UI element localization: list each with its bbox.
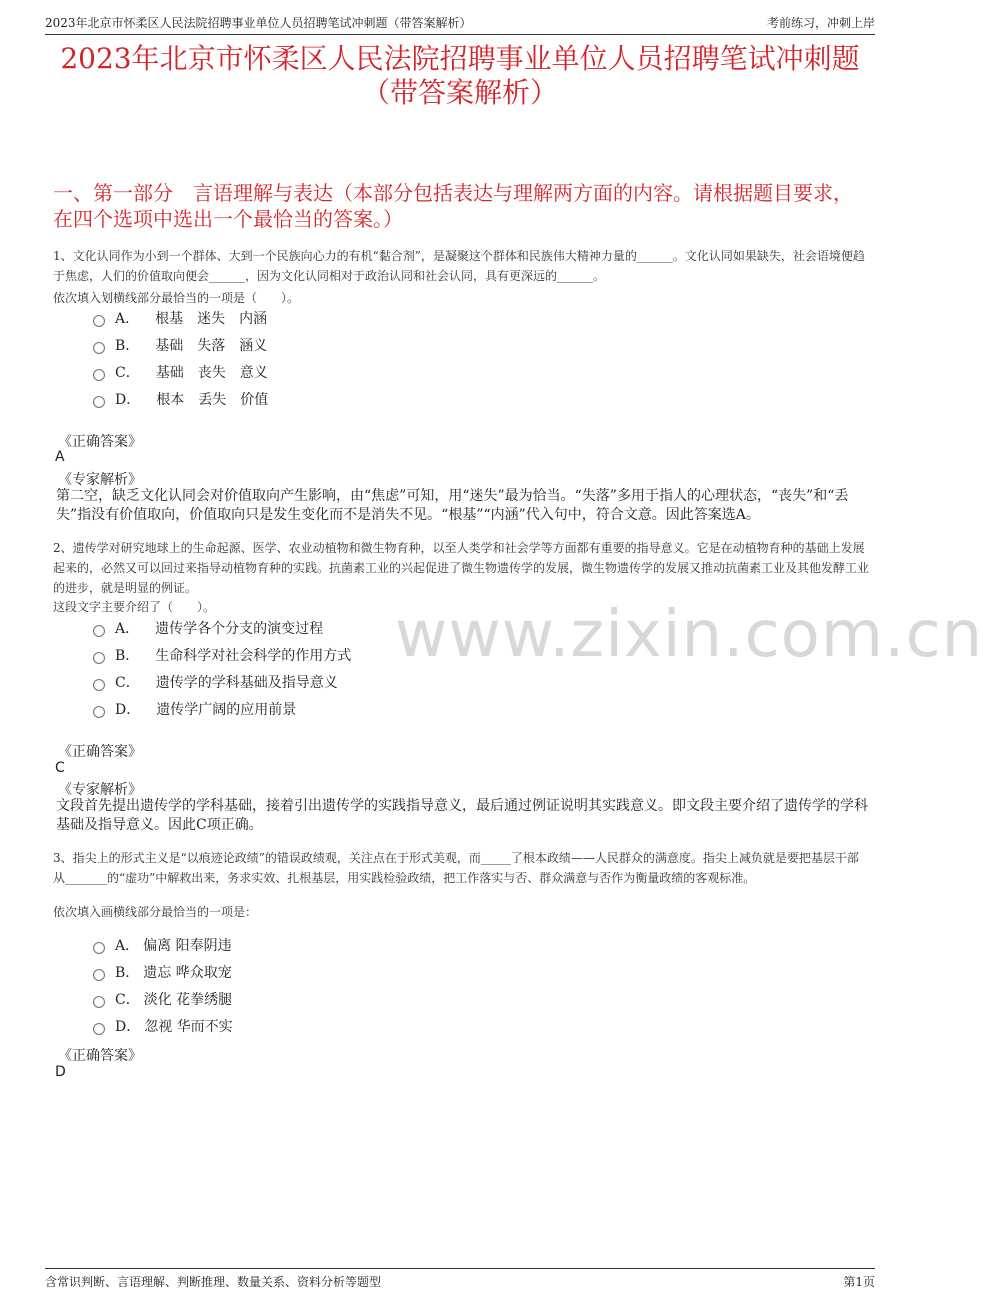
option-text: 基础 丧失 意义 [155,365,268,381]
radio-button[interactable] [93,706,105,718]
radio-button[interactable] [93,396,105,408]
question-3-option-c[interactable] [93,988,232,1010]
option-letter: B． [115,965,140,981]
answer-label: 《正确答案》 [58,1048,142,1064]
option-text: 淡化 花拳绣腿 [143,992,233,1008]
option-letter: D． [115,702,141,718]
question-3-option-a[interactable] [93,934,232,956]
option-text: 根基 迷失 内涵 [155,311,268,327]
option-letter: A． [115,311,140,327]
answer-label: 《正确答案》 [58,744,142,760]
radio-button[interactable] [93,679,105,691]
question-2-stem: 2、遗传学对研究地球上的生命起源、医学、农业动植物和微生物育种，以至人类学和社会学等方面都有重要的指导意义。它是在动植物育种的基础上发展起来的，必然又可以回过来指导动植物育种的实践。抗菌素工业的兴起促进了微生物遗传学的发展，微生物遗传学的发展又推动抗菌素工业及其他发酵工业的进步，就是明显的例证。 [53,541,870,595]
radio-button[interactable] [93,652,105,664]
header-doc-title: 2023年北京市怀柔区人民法院招聘事业单位人员招聘笔试冲刺题（带答案解析） [45,16,472,30]
option-text: 偏离 阳奉阴违 [143,938,232,954]
question-3-stem: 3、指尖上的形式主义是“以痕迹论政绩”的错误政绩观，关注点在于形式美观，而_____了根本政绩——人民群众的满意度。指尖上减负就是要把基层干部从_______的“虚功”中解救出来，务求实效、扎根基层，用实践检验政绩，把工作落实与否、群众满意与否作为衡量政绩的客观标准。 [53,851,859,885]
question-3-prompt: 依次填入画横线部分最恰当的一项是： [53,905,258,919]
explanation-text: 第二空，缺乏文化认同会对价值取向产生影响，由“焦虑”可知，用“迷失”最为恰当。“失落”多用于指人的心理状态，“丧失”和“丢失”指没有价值取向，价值取向只是发生变化而不是消失不见。“根基”“内涵”代入句中，符合文意。因此答案选A。 [56,488,849,523]
question-1-option-d[interactable] [93,388,268,410]
question-1-option-b[interactable] [93,334,267,356]
radio-button[interactable] [93,369,105,381]
question-1-prompt: 依次填入划横线部分最恰当的一项是（ ）。 [53,291,300,305]
explanation-label: 《专家解析》 [58,472,142,488]
radio-button[interactable] [93,342,105,354]
explanation-text: 文段首先提出遗传学的学科基础，接着引出遗传学的实践指导意义，最后通过例证说明其实践意义。即文段主要介绍了遗传学的学科基础及指导意义。因此C项正确。 [56,798,868,833]
radio-button[interactable] [93,315,105,327]
radio-button[interactable] [93,1023,105,1035]
option-letter: A． [115,938,140,954]
radio-button[interactable] [93,942,105,954]
question-2-option-d[interactable] [93,698,296,720]
answer-value: C [55,760,65,776]
page-header [45,12,875,35]
option-text: 忽视 华而不实 [144,1019,233,1035]
question-2-prompt: 这段文字主要介绍了（ ）。 [53,600,216,614]
question-3-option-b[interactable] [93,961,232,983]
option-text: 根本 丢失 价值 [156,392,269,408]
page-number: 第1页 [843,1275,875,1289]
option-text: 生命科学对社会科学的作用方式 [155,648,352,664]
footer-note: 含常识判断、言语理解、判断推理、数量关系、资料分析等题型 [45,1275,382,1289]
option-letter: B． [115,338,140,354]
question-2-option-a[interactable] [93,617,323,639]
answer-value: D [55,1064,66,1080]
page-footer [45,1268,875,1291]
question-3-option-d[interactable] [93,1015,233,1037]
header-slogan: 考前练习，冲刺上岸 [766,16,875,30]
question-1-option-c[interactable] [93,361,268,383]
option-letter: D． [115,392,141,408]
section-heading: 一、第一部分 言语理解与表达（本部分包括表达与理解两方面的内容。请根据题目要求，在四个选项中选出一个最恰当的答案。） [53,181,853,231]
option-letter: C． [115,365,140,381]
radio-button[interactable] [93,625,105,637]
document-title: 2023年北京市怀柔区人民法院招聘事业单位人员招聘笔试冲刺题（带答案解析） [60,42,860,109]
answer-value: A [55,449,65,465]
question-1-option-a[interactable] [93,307,267,329]
question-2-option-c[interactable] [93,671,338,693]
watermark: www.zixin.com.cn [395,598,983,672]
option-text: 基础 失落 涵义 [155,338,268,354]
answer-label: 《正确答案》 [58,434,142,450]
question-1-stem: 1、文化认同作为小到一个群体、大到一个民族向心力的有机“黏合剂”，是凝聚这个群体和民族伟大精神力量的______。文化认同如果缺失，社会语境便趋于焦虑，人们的价值取向便会______，因为文化认同相对于政治认同和社会认同，具有更深远的______。 [53,249,865,283]
option-letter: C． [115,992,140,1008]
option-text: 遗传学的学科基础及指导意义 [155,675,338,691]
option-letter: C． [115,675,140,691]
explanation-label: 《专家解析》 [58,782,142,798]
radio-button[interactable] [93,969,105,981]
option-text: 遗传学各个分支的演变过程 [155,621,324,637]
question-2-option-b[interactable] [93,644,351,666]
option-text: 遗忘 哗众取宠 [143,965,232,981]
radio-button[interactable] [93,996,105,1008]
option-text: 遗传学广阔的应用前景 [156,702,297,718]
option-letter: A． [115,621,140,637]
option-letter: D． [115,1019,141,1035]
option-letter: B． [115,648,140,664]
